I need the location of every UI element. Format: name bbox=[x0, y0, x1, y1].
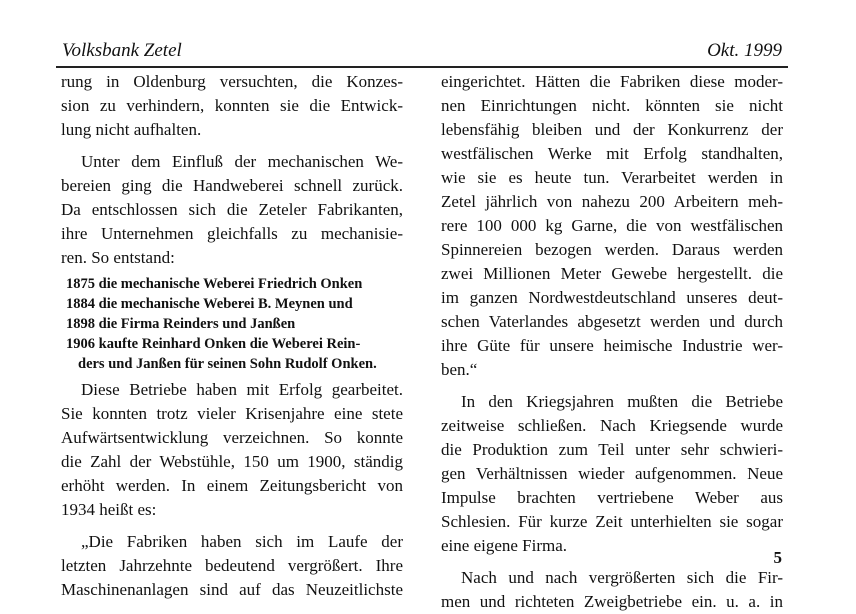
text-line: ihre Unternehmen gleichfalls zu mechanisie- bbox=[61, 224, 403, 243]
header-date: Okt. 1999 bbox=[707, 40, 782, 61]
text-line: men und richteten Zweigbetriebe ein. u. a. in bbox=[441, 592, 783, 611]
text-line: Da entschlossen sich die Zeteler Fabrikanten, bbox=[61, 200, 403, 219]
text-line: 1934 heißt es: bbox=[61, 500, 157, 519]
text-line: Zetel jährlich von nahezu 200 Arbeitern meh- bbox=[441, 192, 783, 211]
right-column bbox=[441, 70, 783, 614]
text-line: Aufwärtsentwicklung verzeichnen. So konnte bbox=[61, 428, 403, 447]
text-line: sion zu verhindern, konnten sie die Entwick- bbox=[61, 96, 403, 115]
paragraph-right-3 bbox=[441, 566, 783, 614]
text-line: wie sie es heute tun. Verarbeitet werden in bbox=[441, 168, 783, 187]
paragraph-right-2 bbox=[441, 390, 783, 558]
paragraph-left-2 bbox=[61, 150, 403, 270]
text-line: letzten Jahrzehnte bedeutend vergrößert. Ihre bbox=[61, 556, 403, 575]
text-line: nen Einrichtungen nicht. könnten sie nicht bbox=[441, 96, 783, 115]
text-line: Spinnereien bezogen werden. Daraus werden bbox=[441, 240, 783, 259]
text-line: bereien ging die Handweberei schnell zurück. bbox=[61, 176, 403, 195]
text-line: erhöht werden. In einem Zeitungsbericht von bbox=[61, 476, 403, 495]
text-line: eingerichtet. Hätten die Fabriken diese moder- bbox=[441, 72, 783, 91]
text-line: die Zahl der Webstühle, 150 um 1900, ständig bbox=[61, 452, 403, 471]
text-line: gen Verhältnissen wieder aufgenommen. Neue bbox=[441, 464, 783, 483]
list-item: 1906 kaufte Reinhard Onken die Weberei Rein- bbox=[66, 336, 361, 352]
text-line: Diese Betriebe haben mit Erfolg gearbeitet. bbox=[81, 380, 403, 399]
list-item: 1884 die mechanische Weberei B. Meynen und bbox=[66, 296, 353, 312]
running-header bbox=[62, 38, 784, 64]
header-rule bbox=[56, 66, 788, 68]
text-line: schen Vaterlandes abgesetzt werden und durch bbox=[441, 312, 783, 331]
header-publisher: Volksbank Zetel bbox=[62, 40, 182, 61]
text-line: lebensfähig bleiben und der Konkurrenz der bbox=[441, 120, 783, 139]
text-line: rung in Oldenburg versuchten, die Konzes- bbox=[61, 72, 403, 91]
list-item-continuation: ders und Janßen für seinen Sohn Rudolf Onken. bbox=[78, 356, 377, 372]
text-line: rere 100 000 kg Garne, die von westfälischen bbox=[441, 216, 783, 235]
text-line: eine eigene Firma. bbox=[441, 536, 568, 555]
text-line: im ganzen Nordwestdeutschland unseres deut- bbox=[441, 288, 783, 307]
text-line: Nach und nach vergrößerten sich die Fir- bbox=[461, 568, 783, 587]
text-line: Impulse brachten vertriebene Weber aus bbox=[441, 488, 783, 507]
text-line: Maschinenanlagen sind auf das Neuzeitlichste bbox=[61, 580, 403, 599]
text-line: zeitweise schließen. Nach Kriegsende wurde bbox=[441, 416, 783, 435]
left-column bbox=[61, 70, 403, 602]
paragraph-left-4 bbox=[61, 530, 403, 602]
list-item: 1875 die mechanische Weberei Friedrich Onken bbox=[66, 276, 363, 292]
text-line: ren. So entstand: bbox=[61, 248, 175, 267]
text-line: lung nicht aufhalten. bbox=[61, 120, 202, 139]
text-line: „Die Fabriken haben sich im Laufe der bbox=[81, 532, 403, 551]
paragraph-right-1 bbox=[441, 70, 783, 382]
page-number: 5 bbox=[773, 548, 782, 567]
chronology-list bbox=[61, 274, 403, 378]
text-line: ihre Güte für unsere heimische Industrie wer- bbox=[441, 336, 783, 355]
text-line: In den Kriegsjahren mußten die Betriebe bbox=[461, 392, 783, 411]
list-item: 1898 die Firma Reinders und Janßen bbox=[66, 316, 296, 332]
text-line: westfälischen Werke mit Erfolg standhalten, bbox=[441, 144, 783, 163]
text-line: zwei Millionen Meter Gewebe hergestellt. die bbox=[441, 264, 783, 283]
text-line: ben.“ bbox=[441, 360, 478, 379]
text-line: Schlesien. Für kurze Zeit unterhielten sie sogar bbox=[441, 512, 783, 531]
text-line: Unter dem Einfluß der mechanischen We- bbox=[81, 152, 403, 171]
text-line: Sie konnten trotz vieler Krisenjahre eine stete bbox=[61, 404, 403, 423]
paragraph-left-3 bbox=[61, 378, 403, 522]
paragraph-left-1 bbox=[61, 70, 403, 142]
text-line: die Produktion zum Teil unter sehr schwieri- bbox=[441, 440, 783, 459]
